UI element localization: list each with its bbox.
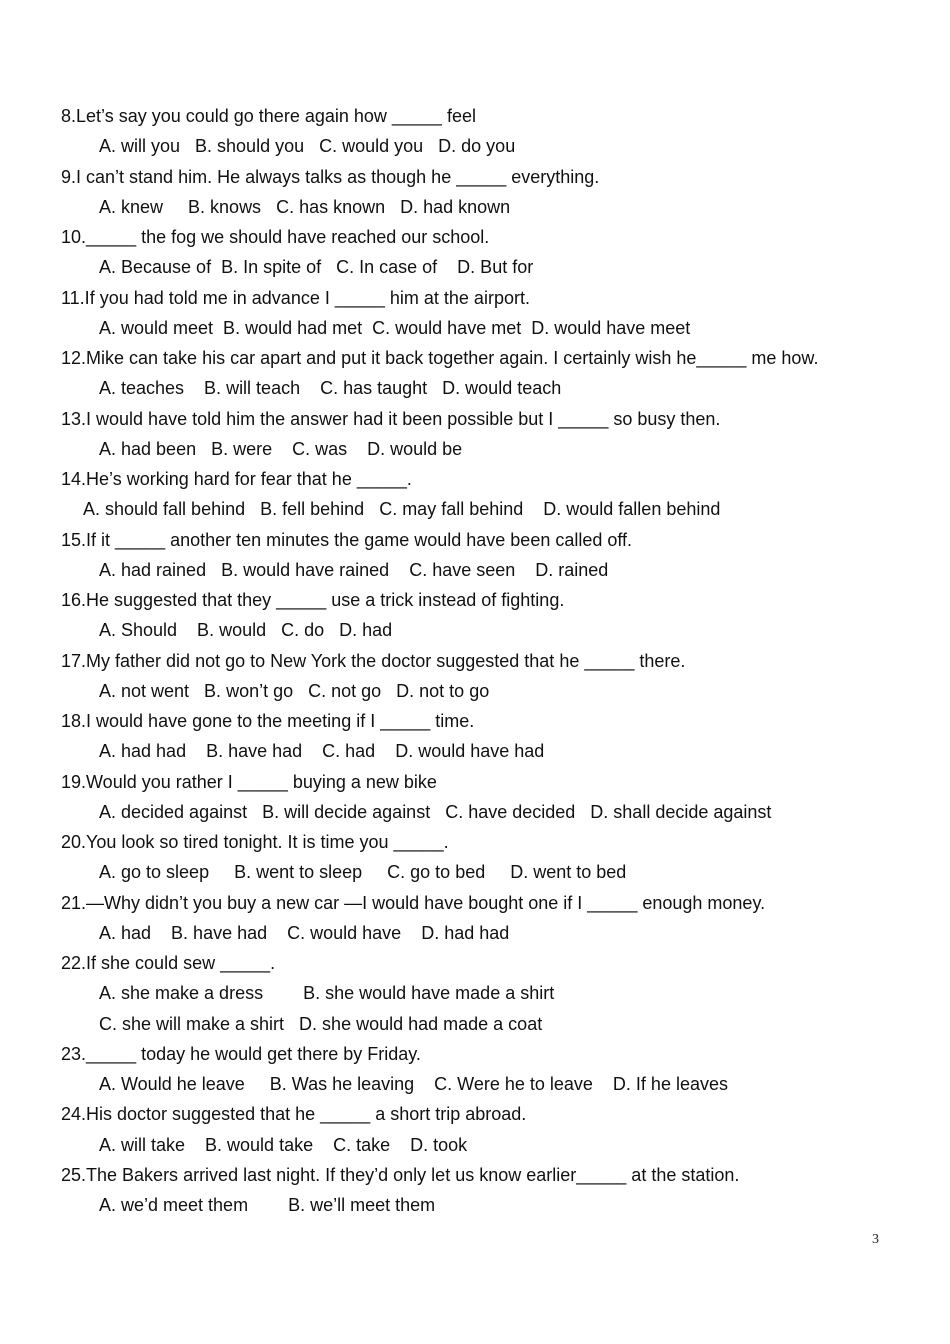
question-21: 21.—Why didn’t you buy a new car —I would have bought one if I _____ enough money.	[61, 892, 766, 913]
question-22: 22.If she could sew _____.	[61, 953, 276, 973]
question-20: 20.You look so tired tonight. It is time you _____.	[61, 832, 449, 852]
question-16: 16.He suggested that they _____ use a trick instead of fighting.	[61, 590, 565, 610]
question-9-options: A. knew B. knows C. has known D. had known	[99, 196, 511, 217]
question-12: 12.Mike can take his car apart and put it back together again. I certainly wish he_____ me how.	[61, 348, 819, 368]
question-25-options: A. we’d meet them B. we’ll meet them	[99, 1195, 436, 1215]
question-11: 11.If you had told me in advance I _____ him at the airport.	[61, 287, 530, 308]
question-8: 8.Let’s say you could go there again how _____ feel	[61, 106, 476, 126]
question-24-options: A. will take B. would take C. take D. took	[99, 1134, 468, 1155]
question-9: 9.I can’t stand him. He always talks as though he _____ everything.	[61, 166, 600, 187]
question-16-options: A. Should B. would C. do D. had	[99, 620, 393, 641]
question-19-options: A. decided against B. will decide against C. have decided D. shall decide against	[99, 801, 772, 822]
question-17: 17.My father did not go to New York the doctor suggested that he _____ there.	[61, 650, 686, 671]
question-20-options: A. go to sleep B. went to sleep C. go to bed D. went to bed	[99, 862, 627, 883]
question-10-options: A. Because of B. In spite of C. In case of D. But for	[99, 257, 534, 278]
question-10: 10._____ the fog we should have reached our school.	[61, 227, 490, 247]
question-15: 15.If it _____ another ten minutes the game would have been called off.	[61, 529, 633, 550]
question-23: 23._____ today he would get there by Friday.	[61, 1043, 421, 1064]
question-12-options: A. teaches B. will teach C. has taught D. would teach	[99, 378, 562, 399]
question-13: 13.I would have told him the answer had it been possible but I _____ so busy then.	[61, 408, 721, 429]
page-number: 3	[872, 1232, 879, 1247]
question-8-options: A. will you B. should you C. would you D. do you	[99, 136, 516, 157]
question-14: 14.He’s working hard for fear that he _____.	[61, 469, 412, 489]
question-14-options: A. should fall behind B. fell behind C. may fall behind D. would fallen behind	[83, 499, 721, 520]
question-21-options: A. had B. have had C. would have D. had had	[99, 922, 510, 943]
question-22-options-row-1: A. she make a dress B. she would have made a shirt	[99, 983, 555, 1004]
question-25: 25.The Bakers arrived last night. If they’d only let us know earlier_____ at the station.	[61, 1164, 740, 1185]
question-18-options: A. had had B. have had C. had D. would have had	[99, 741, 545, 762]
question-22-options-row-2: C. she will make a shirt D. she would had made a coat	[99, 1013, 543, 1034]
question-19: 19.Would you rather I _____ buying a new bike	[61, 771, 437, 792]
question-23-options: A. Would he leave B. Was he leaving C. Were he to leave D. If he leaves	[99, 1074, 728, 1094]
question-11-options: A. would meet B. would had met C. would have met D. would have meet	[99, 317, 691, 338]
question-13-options: A. had been B. were C. was D. would be	[99, 438, 463, 459]
question-17-options: A. not went B. won’t go C. not go D. not to go	[99, 680, 490, 701]
question-15-options: A. had rained B. would have rained C. have seen D. rained	[99, 559, 609, 580]
question-18: 18.I would have gone to the meeting if I _____ time.	[61, 711, 475, 731]
question-list	[0, 101, 950, 1220]
question-24: 24.His doctor suggested that he _____ a short trip abroad.	[61, 1104, 527, 1125]
